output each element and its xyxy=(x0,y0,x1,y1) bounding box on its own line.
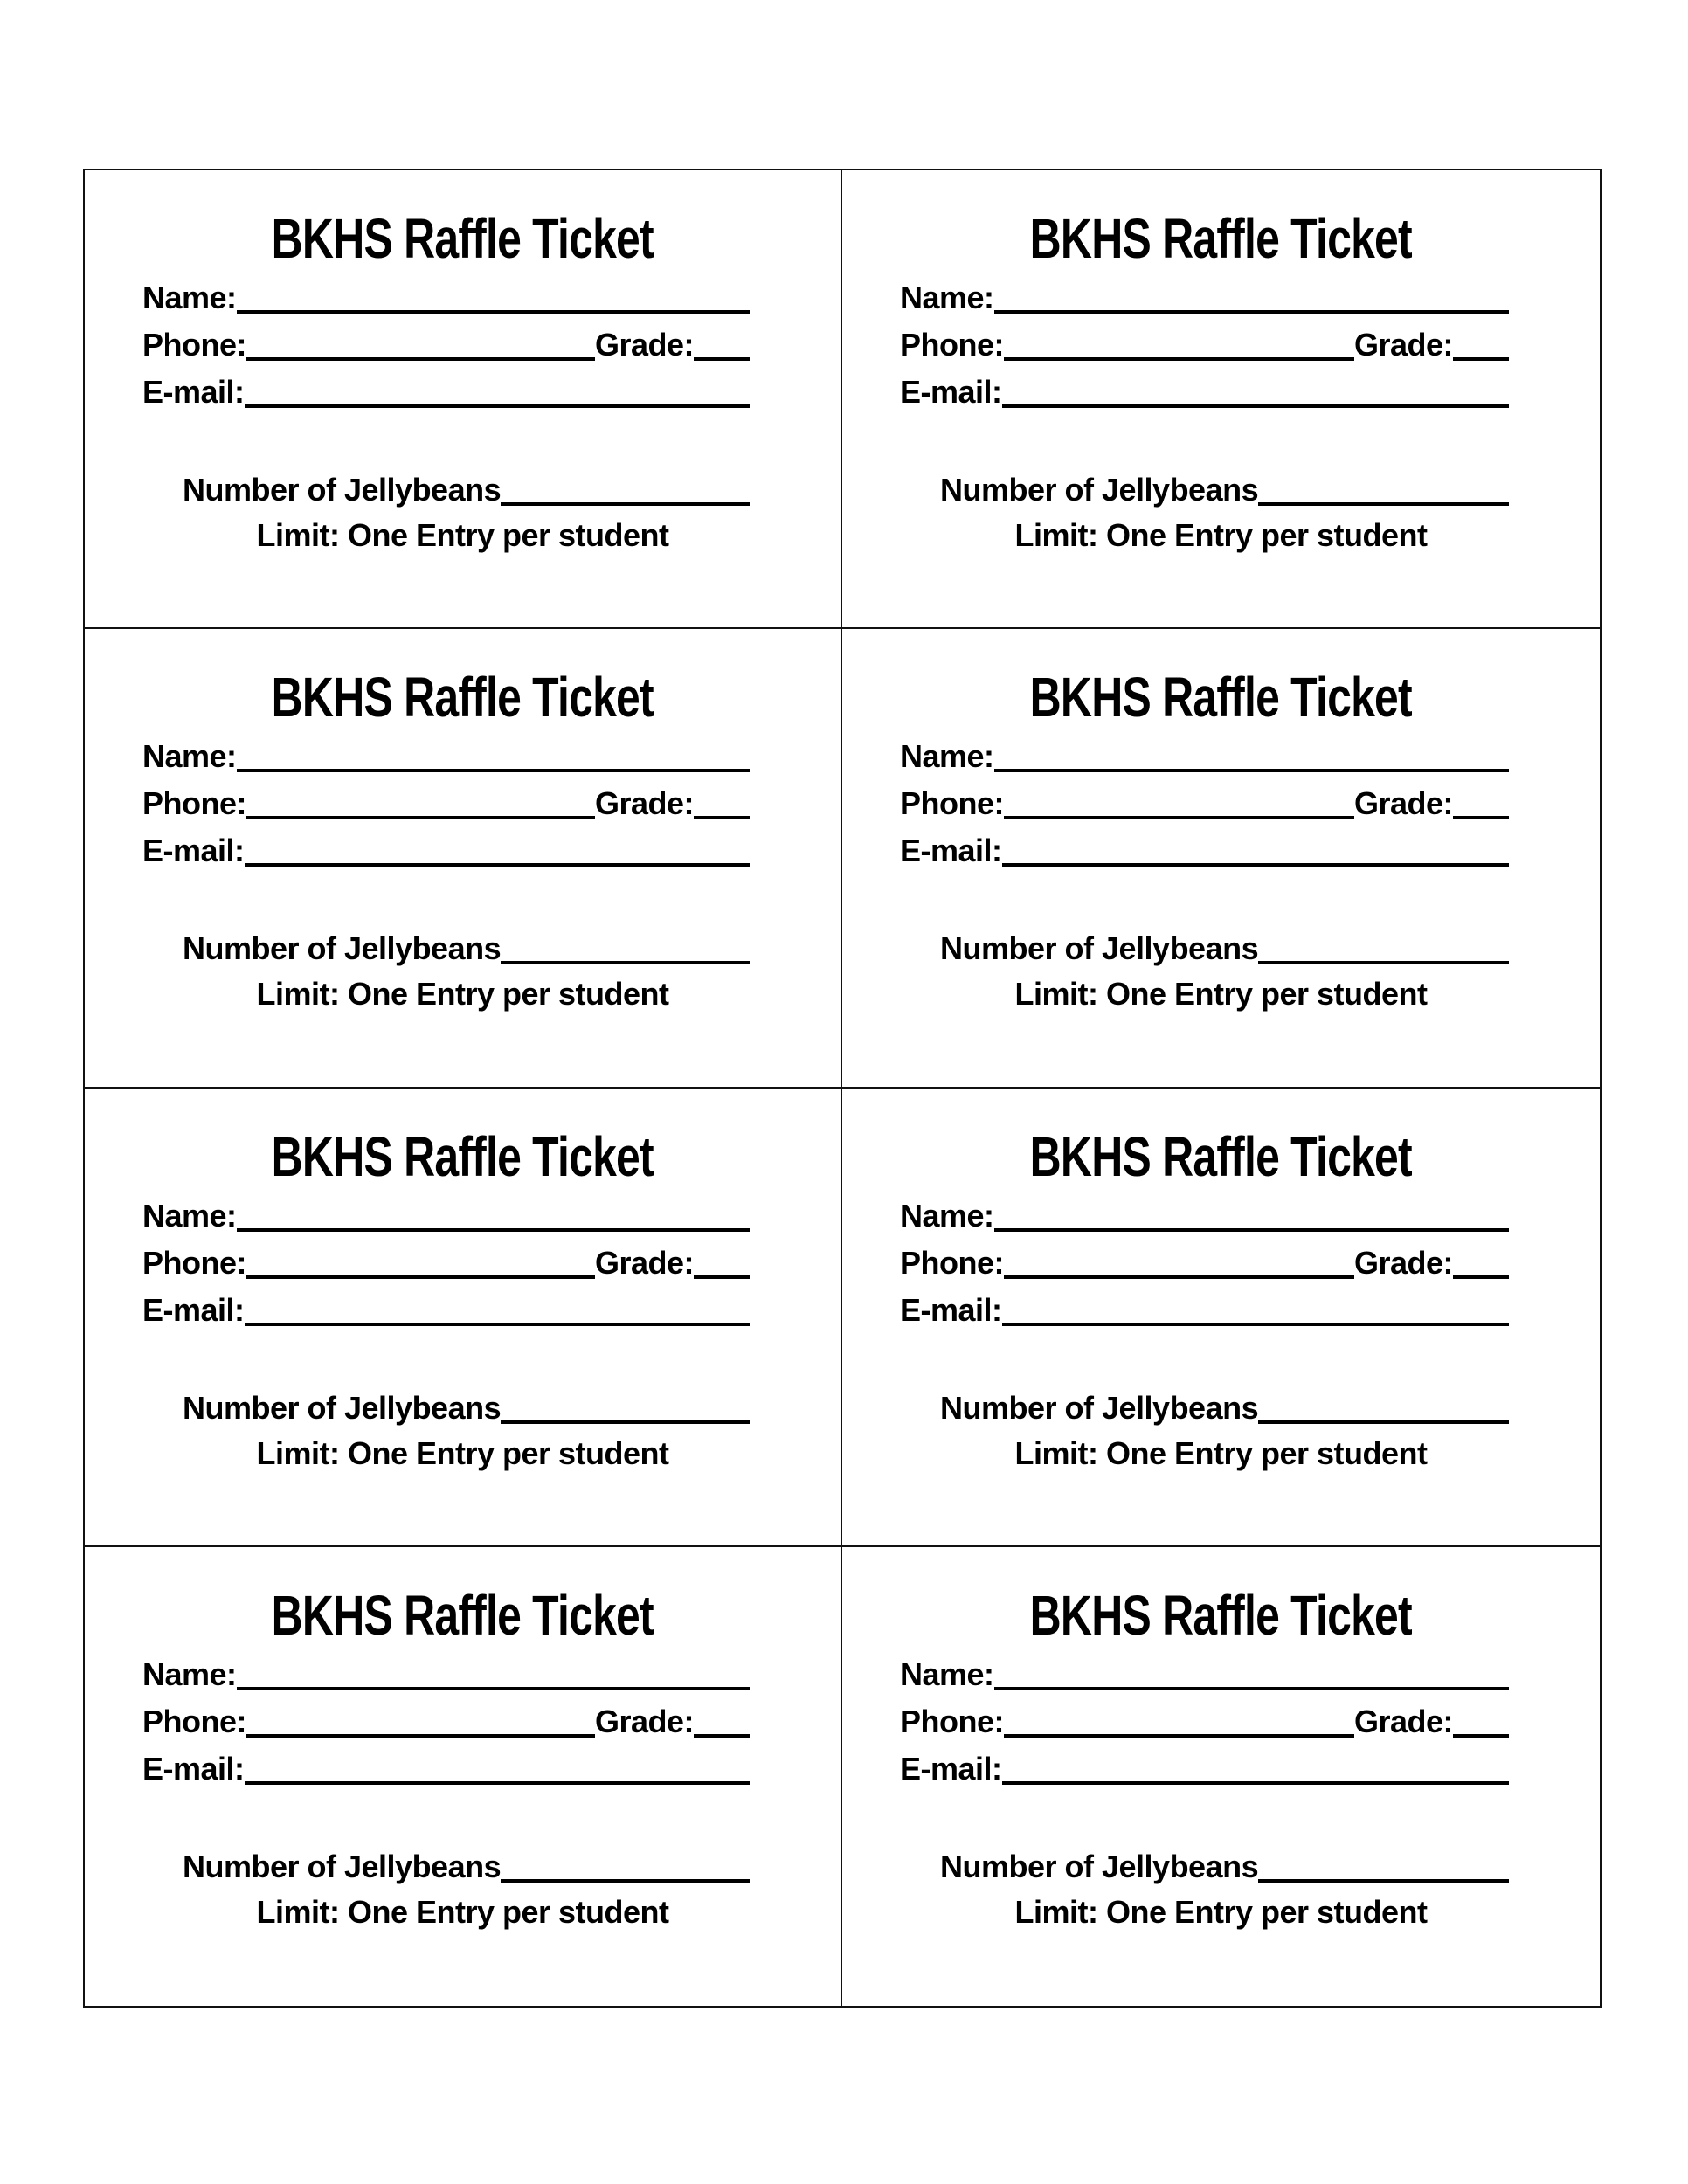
name-field-row xyxy=(900,266,1509,314)
phone-blank-line xyxy=(1004,1275,1354,1279)
name-field-row xyxy=(142,725,750,775)
raffle-ticket xyxy=(842,629,1600,1088)
grade-label: Grade: xyxy=(1353,1703,1453,1739)
jellybeans-label: Number of Jellybeans xyxy=(183,930,502,967)
limit-text: Limit: One Entry per student xyxy=(256,1893,669,1930)
ticket-title-text: BKHS Raffle Ticket xyxy=(1029,1124,1413,1188)
phone-label: Phone: xyxy=(900,785,1004,822)
grade-blank-line xyxy=(694,1275,750,1279)
email-field-row xyxy=(142,819,750,867)
phone-field-row xyxy=(900,772,1509,822)
name-blank-line xyxy=(994,1227,1509,1232)
phone-field-row xyxy=(900,1690,1509,1738)
raffle-ticket xyxy=(842,1547,1600,2006)
phone-blank-line xyxy=(1004,815,1354,819)
phone-blank-line xyxy=(246,1275,595,1279)
grade-blank-line xyxy=(1453,1275,1509,1279)
limit-text: Limit: One Entry per student xyxy=(256,976,669,1013)
ticket-title xyxy=(85,207,841,270)
email-field-row xyxy=(142,1738,750,1785)
limit-text: Limit: One Entry per student xyxy=(1014,1893,1428,1930)
email-blank-line xyxy=(1002,1780,1509,1785)
name-blank-line xyxy=(994,768,1509,772)
name-blank-line xyxy=(237,1227,750,1232)
limit-text: Limit: One Entry per student xyxy=(256,1434,669,1471)
ticket-title xyxy=(842,1583,1600,1647)
phone-label: Phone: xyxy=(142,785,246,822)
phone-field-row xyxy=(142,1690,750,1738)
grade-blank-line xyxy=(694,815,750,819)
ticket-title-text: BKHS Raffle Ticket xyxy=(271,666,654,729)
jellybeans-field-row xyxy=(183,917,750,967)
phone-blank-line xyxy=(246,1733,595,1738)
email-label: E-mail: xyxy=(900,1291,1002,1328)
jellybeans-field-row xyxy=(940,1377,1509,1424)
jellybeans-field-row xyxy=(940,1835,1509,1883)
phone-label: Phone: xyxy=(142,1244,246,1281)
name-blank-line xyxy=(237,309,750,314)
phone-field-row xyxy=(142,1232,750,1279)
name-label: Name: xyxy=(900,280,994,315)
name-field-row xyxy=(142,1185,750,1232)
ticket-title-text: BKHS Raffle Ticket xyxy=(271,1124,654,1188)
email-field-row xyxy=(142,361,750,408)
ticket-title xyxy=(842,1124,1600,1188)
ticket-grid xyxy=(83,169,1602,2008)
grade-blank-line xyxy=(1453,815,1509,819)
raffle-ticket xyxy=(85,629,842,1088)
email-field-row xyxy=(900,1738,1509,1785)
name-blank-line xyxy=(237,768,750,772)
raffle-ticket xyxy=(842,170,1600,629)
ticket-title-text: BKHS Raffle Ticket xyxy=(271,207,654,270)
name-field-row xyxy=(142,1643,750,1690)
name-field-row xyxy=(900,1643,1509,1690)
ticket-title-text: BKHS Raffle Ticket xyxy=(1029,1583,1413,1647)
email-label: E-mail: xyxy=(142,833,245,869)
name-label: Name: xyxy=(900,738,994,775)
email-field-row xyxy=(900,1279,1509,1326)
name-blank-line xyxy=(237,1686,750,1690)
email-label: E-mail: xyxy=(142,374,245,410)
phone-field-row xyxy=(142,772,750,822)
jellybeans-blank-line xyxy=(501,1420,750,1424)
jellybeans-label: Number of Jellybeans xyxy=(940,930,1259,967)
phone-label: Phone: xyxy=(142,1703,246,1739)
ticket-title xyxy=(842,666,1600,729)
raffle-ticket xyxy=(842,1089,1600,1547)
raffle-ticket xyxy=(85,1089,842,1547)
ticket-title-text: BKHS Raffle Ticket xyxy=(1029,207,1413,270)
phone-blank-line xyxy=(246,815,595,819)
jellybeans-field-row xyxy=(940,459,1509,506)
email-blank-line xyxy=(245,1322,750,1326)
grade-label: Grade: xyxy=(594,1244,694,1281)
email-blank-line xyxy=(245,1780,750,1785)
jellybeans-field-row xyxy=(940,917,1509,967)
grade-label: Grade: xyxy=(594,785,694,822)
email-blank-line xyxy=(1002,404,1509,408)
name-label: Name: xyxy=(142,1197,237,1234)
email-blank-line xyxy=(1002,862,1509,867)
phone-label: Phone: xyxy=(900,327,1004,363)
name-label: Name: xyxy=(900,1197,994,1234)
limit-text: Limit: One Entry per student xyxy=(1014,517,1428,553)
grade-label: Grade: xyxy=(1353,785,1453,822)
jellybeans-label: Number of Jellybeans xyxy=(940,1848,1259,1884)
email-label: E-mail: xyxy=(900,833,1002,869)
jellybeans-field-row xyxy=(183,1377,750,1424)
jellybeans-blank-line xyxy=(1258,1420,1509,1424)
jellybeans-label: Number of Jellybeans xyxy=(183,472,502,508)
email-field-row xyxy=(900,361,1509,408)
jellybeans-label: Number of Jellybeans xyxy=(940,1389,1259,1426)
grade-blank-line xyxy=(1453,1733,1509,1738)
name-label: Name: xyxy=(142,280,237,315)
phone-field-row xyxy=(900,1232,1509,1279)
jellybeans-field-row xyxy=(183,1835,750,1883)
email-label: E-mail: xyxy=(900,1750,1002,1787)
jellybeans-blank-line xyxy=(1258,960,1509,964)
email-blank-line xyxy=(245,862,750,867)
phone-label: Phone: xyxy=(900,1244,1004,1281)
phone-blank-line xyxy=(1004,1733,1354,1738)
jellybeans-blank-line xyxy=(501,960,750,964)
name-field-row xyxy=(900,1185,1509,1232)
name-label: Name: xyxy=(142,1655,237,1692)
raffle-ticket xyxy=(85,1547,842,2006)
email-blank-line xyxy=(1002,1322,1509,1326)
limit-text: Limit: One Entry per student xyxy=(1014,976,1428,1013)
email-field-row xyxy=(900,819,1509,867)
name-blank-line xyxy=(994,309,1509,314)
email-blank-line xyxy=(245,404,750,408)
jellybeans-blank-line xyxy=(1258,1878,1509,1883)
phone-blank-line xyxy=(246,356,595,361)
name-field-row xyxy=(900,725,1509,775)
jellybeans-blank-line xyxy=(501,501,750,506)
grade-blank-line xyxy=(694,1733,750,1738)
jellybeans-label: Number of Jellybeans xyxy=(183,1848,502,1884)
grade-blank-line xyxy=(1453,356,1509,361)
ticket-title-text: BKHS Raffle Ticket xyxy=(271,1583,654,1647)
phone-label: Phone: xyxy=(142,327,246,363)
jellybeans-label: Number of Jellybeans xyxy=(940,472,1259,508)
phone-label: Phone: xyxy=(900,1703,1004,1739)
phone-field-row xyxy=(900,314,1509,361)
jellybeans-blank-line xyxy=(501,1878,750,1883)
email-field-row xyxy=(142,1279,750,1326)
phone-blank-line xyxy=(1004,356,1354,361)
grade-label: Grade: xyxy=(1353,327,1453,363)
email-label: E-mail: xyxy=(142,1750,245,1787)
name-blank-line xyxy=(994,1686,1509,1690)
ticket-title xyxy=(85,1124,841,1188)
grade-label: Grade: xyxy=(594,1703,694,1739)
name-label: Name: xyxy=(900,1655,994,1692)
jellybeans-label: Number of Jellybeans xyxy=(183,1389,502,1426)
ticket-title xyxy=(85,666,841,729)
email-label: E-mail: xyxy=(142,1291,245,1328)
grade-blank-line xyxy=(694,356,750,361)
limit-text: Limit: One Entry per student xyxy=(1014,1434,1428,1471)
name-label: Name: xyxy=(142,738,237,775)
limit-text: Limit: One Entry per student xyxy=(256,517,669,553)
grade-label: Grade: xyxy=(1353,1244,1453,1281)
email-label: E-mail: xyxy=(900,374,1002,410)
name-field-row xyxy=(142,266,750,314)
ticket-title xyxy=(842,207,1600,270)
ticket-title-text: BKHS Raffle Ticket xyxy=(1029,666,1413,729)
ticket-title xyxy=(85,1583,841,1647)
raffle-ticket xyxy=(85,170,842,629)
grade-label: Grade: xyxy=(594,327,694,363)
jellybeans-field-row xyxy=(183,459,750,506)
phone-field-row xyxy=(142,314,750,361)
jellybeans-blank-line xyxy=(1258,501,1509,506)
